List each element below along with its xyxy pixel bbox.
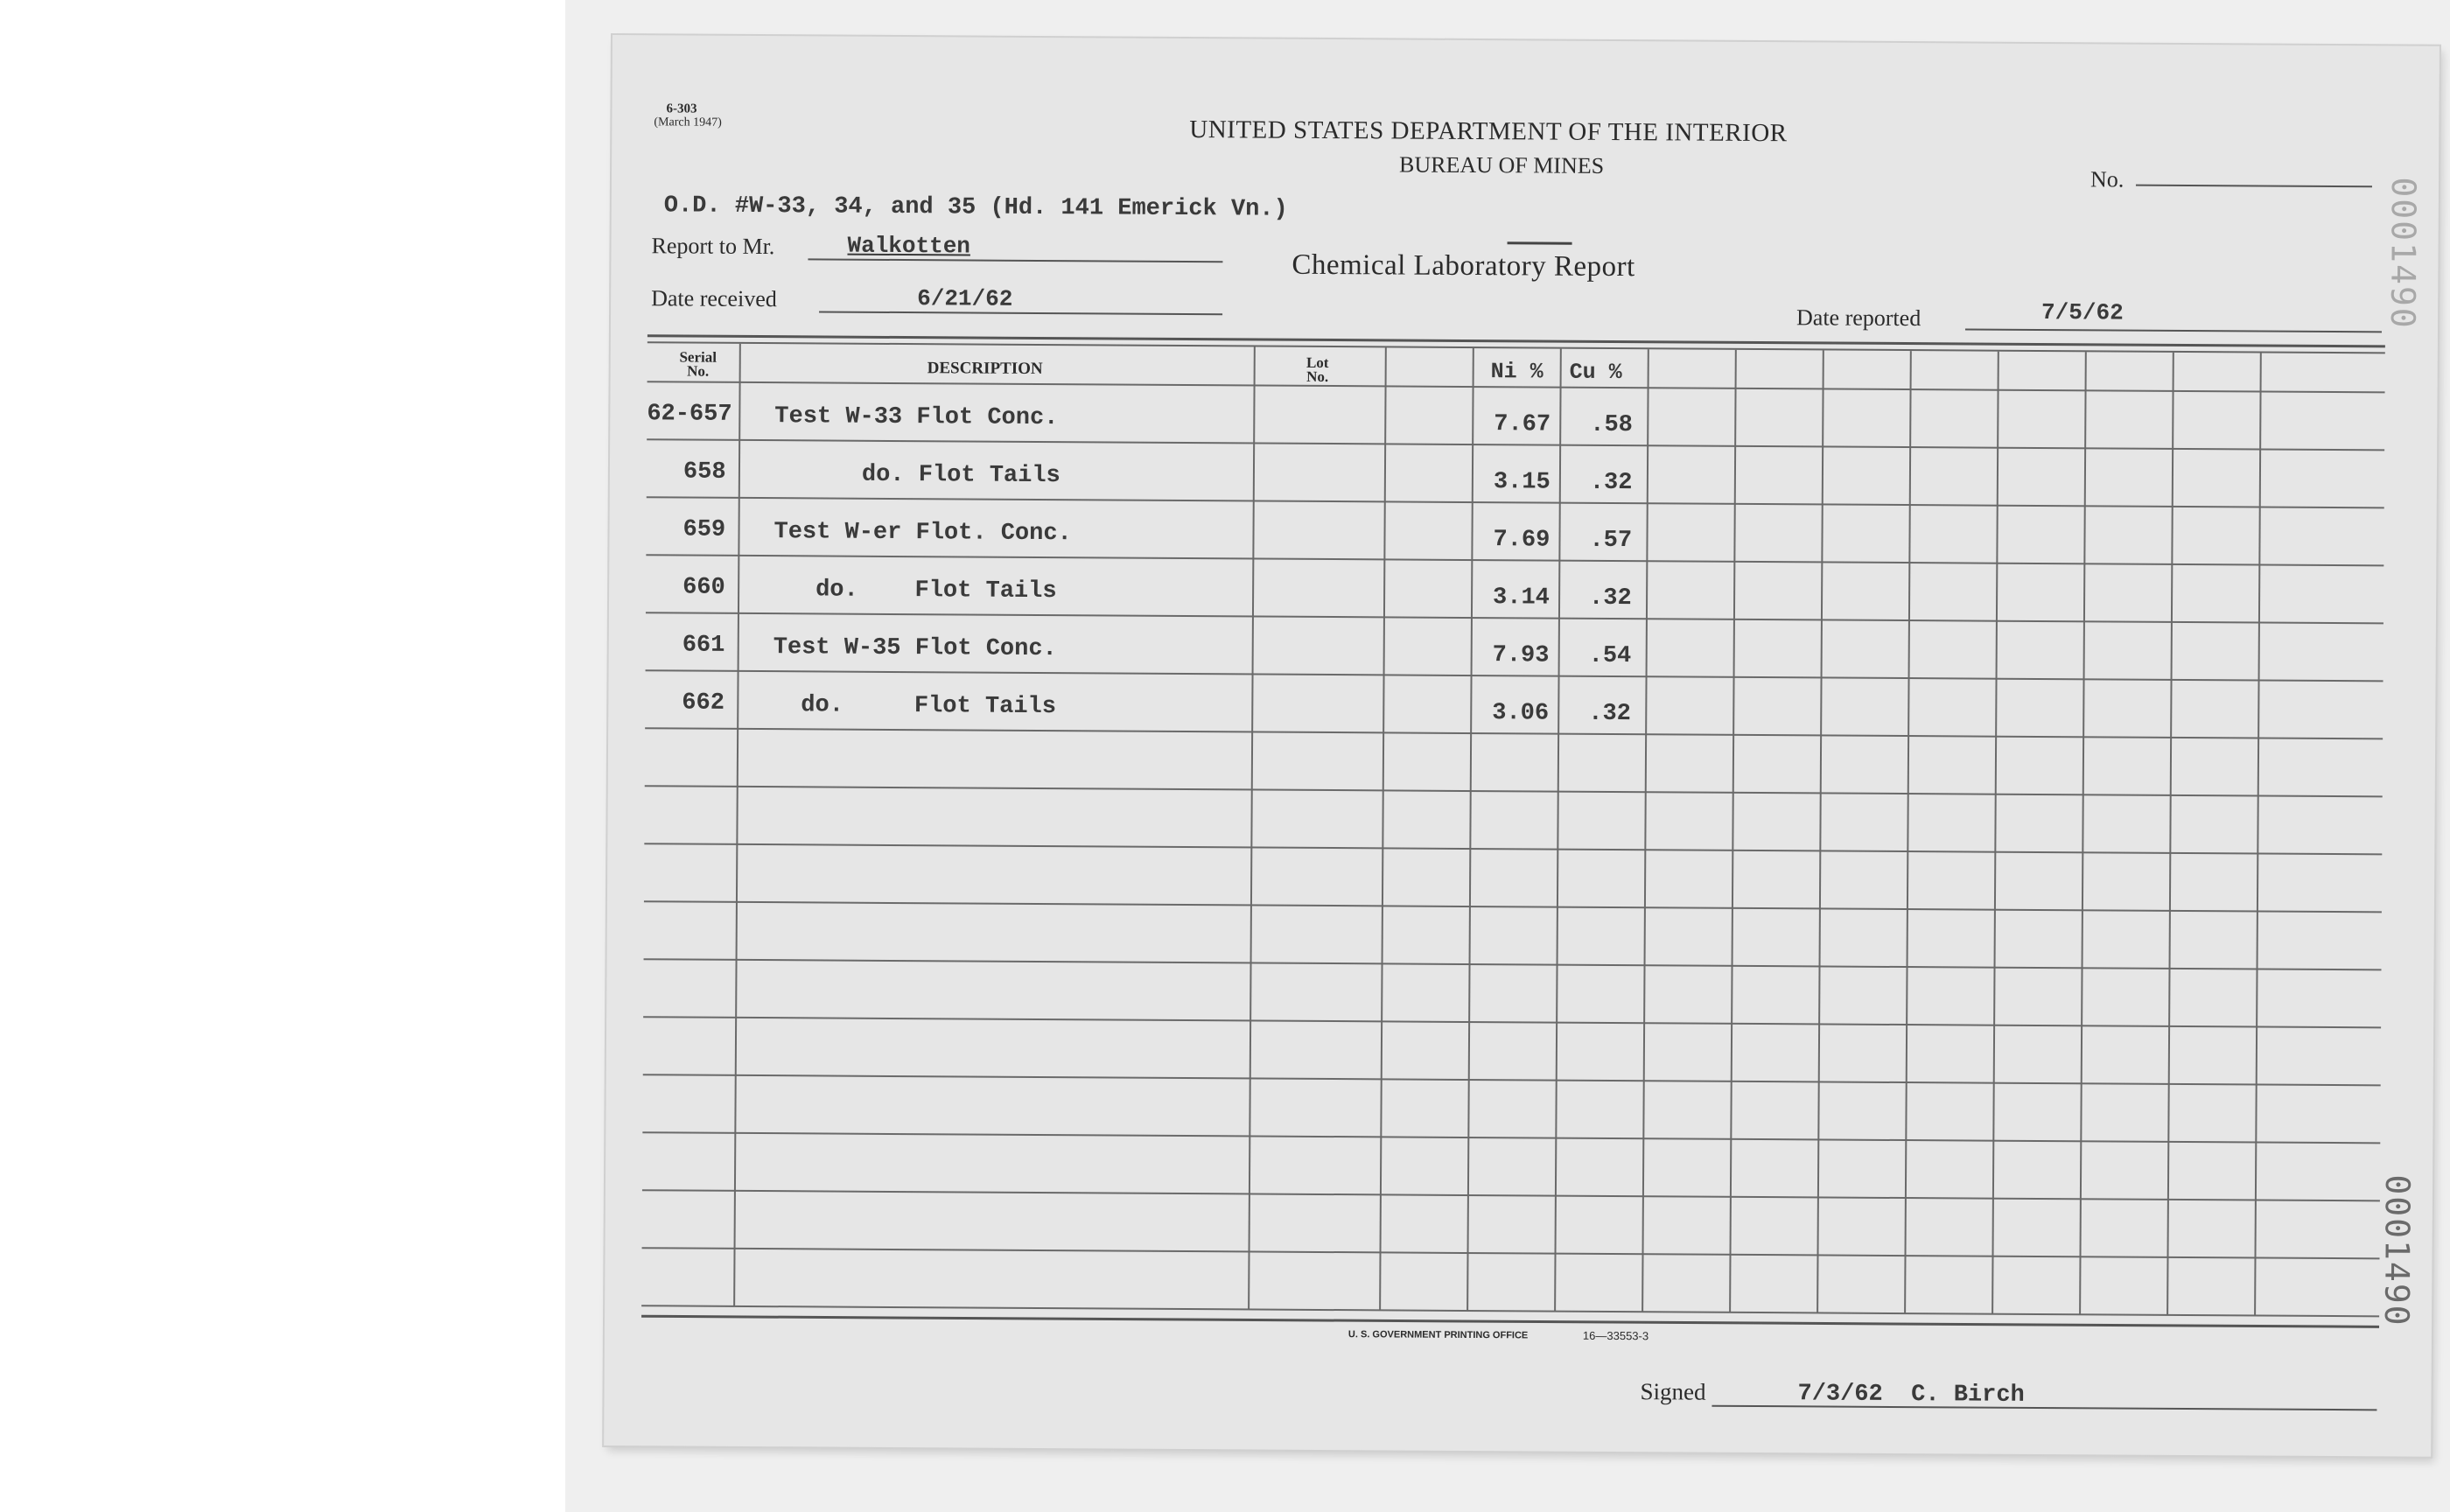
row-ni: 3.14 xyxy=(1492,584,1550,612)
header-lot-line2: No. xyxy=(1306,368,1329,386)
header-description: DESCRIPTION xyxy=(927,359,1043,379)
date-reported-value: 7/5/62 xyxy=(2041,298,2124,326)
od-line: O.D. #W-33, 34, and 35 (Hd. 141 Emerick Vn.) xyxy=(663,192,1288,223)
report-to-value: Walkotten xyxy=(847,232,971,260)
printing-office: U. S. GOVERNMENT PRINTING OFFICE xyxy=(1348,1329,1529,1341)
stamp-top-right: 0001490 xyxy=(2383,177,2424,330)
row-description: Test W-35 Flot Conc. xyxy=(773,634,1057,663)
header-serial xyxy=(672,348,724,380)
header-serial-line2: No. xyxy=(687,362,710,380)
row-description: do. Flot Tails xyxy=(801,692,1057,721)
row-ni: 7.93 xyxy=(1492,642,1550,669)
header-lot-line1: Lot xyxy=(1306,354,1329,372)
report-sheet xyxy=(604,35,2440,1457)
row-description: do. Flot Tails xyxy=(816,577,1057,606)
signed-value: 7/3/62 C. Birch xyxy=(1797,1381,2025,1409)
row-serial: 658 xyxy=(682,458,726,486)
row-cu: .57 xyxy=(1589,527,1633,555)
stamp-bottom-right: 0001490 xyxy=(2377,1174,2418,1327)
table-grid xyxy=(604,35,2440,1457)
row-cu: .32 xyxy=(1588,700,1631,728)
row-ni: 3.15 xyxy=(1493,469,1550,496)
row-serial: 662 xyxy=(682,690,725,717)
row-serial: 62-657 xyxy=(647,401,732,428)
row-cu: .54 xyxy=(1588,642,1632,670)
no-label: No. xyxy=(2090,166,2124,192)
row-serial: 660 xyxy=(682,574,725,601)
bureau-heading: BUREAU OF MINES xyxy=(1399,151,1605,178)
report-title: Chemical Laboratory Report xyxy=(1292,248,1635,284)
row-cu: .32 xyxy=(1589,469,1633,497)
form-date: (March 1947) xyxy=(654,116,722,130)
row-description: Test W-er Flot. Conc. xyxy=(774,519,1072,548)
department-heading: UNITED STATES DEPARTMENT OF THE INTERIOR xyxy=(1189,116,1788,148)
row-ni: 3.06 xyxy=(1492,700,1550,727)
header-lot xyxy=(1292,354,1344,386)
header-serial-line1: Serial xyxy=(679,348,718,366)
header-ni: Ni % xyxy=(1490,359,1544,385)
print-code: 16—33553-3 xyxy=(1582,1328,1649,1343)
date-received-label: Date received xyxy=(651,285,777,312)
row-serial: 661 xyxy=(682,632,725,659)
row-ni: 7.69 xyxy=(1493,527,1550,554)
header-cu: Cu % xyxy=(1569,359,1622,386)
signed-label: Signed xyxy=(1640,1378,1706,1405)
row-description: do. Flot Tails xyxy=(861,461,1060,490)
report-to-label: Report to Mr. xyxy=(651,233,775,260)
row-serial: 659 xyxy=(682,516,726,543)
date-received-value: 6/21/62 xyxy=(917,285,1013,312)
date-reported-label: Date reported xyxy=(1796,304,1922,332)
row-cu: .32 xyxy=(1588,584,1632,612)
row-cu: .58 xyxy=(1590,411,1633,439)
row-ni: 7.67 xyxy=(1494,411,1551,438)
form-number: 6-303 xyxy=(666,102,697,116)
row-description: Test W-33 Flot Conc. xyxy=(774,403,1059,432)
